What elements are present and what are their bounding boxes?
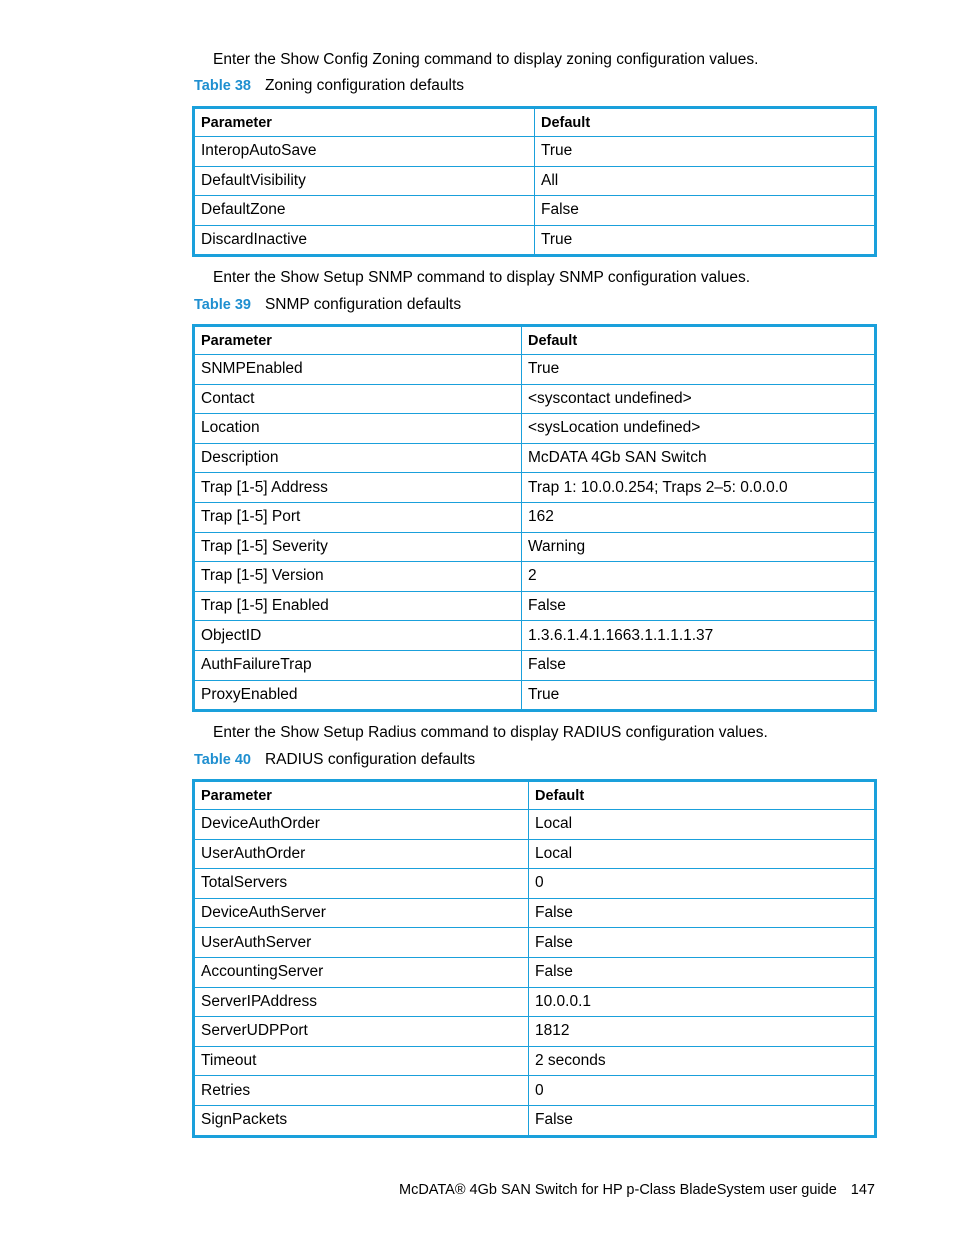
header-default: Default [535,108,876,137]
table-row [194,473,876,503]
snmp-config-table [192,324,877,712]
default-value-cell: 2 seconds [529,1046,876,1076]
table-row [194,225,876,256]
header-parameter: Parameter [194,781,529,810]
table-row [194,532,876,562]
table-38-label: Table 38 [194,78,251,94]
table-row [194,928,876,958]
default-value-cell: <sysLocation undefined> [522,414,876,444]
table-row [194,898,876,928]
parameter-cell: AuthFailureTrap [194,650,522,680]
table-row [194,355,876,385]
default-value-cell: True [535,225,876,256]
table-row [194,1046,876,1076]
parameter-cell: Trap [1-5] Severity [194,532,522,562]
table-header-row [194,108,876,137]
table-header-row [194,326,876,355]
default-value-cell: False [529,928,876,958]
parameter-cell: UserAuthOrder [194,839,529,869]
table-row [194,137,876,167]
default-value-cell: False [529,957,876,987]
default-value-cell: False [522,591,876,621]
table-40-caption [194,750,475,770]
footer-title: McDATA® 4Gb SAN Switch for HP p-Class BladeSystem user guide [399,1182,837,1198]
table-39-caption [194,295,461,315]
table-row [194,502,876,532]
table-row [194,443,876,473]
table-row [194,591,876,621]
table-39-label: Table 39 [194,297,251,313]
default-value-cell: <syscontact undefined> [522,384,876,414]
table-row [194,414,876,444]
parameter-cell: ServerIPAddress [194,987,529,1017]
parameter-cell: TotalServers [194,869,529,899]
parameter-cell: UserAuthServer [194,928,529,958]
parameter-cell: DeviceAuthServer [194,898,529,928]
default-value-cell: 0 [529,1076,876,1106]
default-value-cell: False [522,650,876,680]
table-row [194,621,876,651]
intro-zoning: Enter the Show Config Zoning command to display zoning configuration values. [213,51,759,68]
parameter-cell: AccountingServer [194,957,529,987]
page-footer [399,1180,875,1200]
header-default: Default [522,326,876,355]
parameter-cell: SignPackets [194,1105,529,1136]
table-row [194,1105,876,1136]
table-row [194,384,876,414]
table-38-title: Zoning configuration defaults [264,77,465,94]
default-value-cell: False [535,196,876,226]
parameter-cell: DefaultVisibility [194,166,535,196]
table-header-row [194,781,876,810]
table-row [194,810,876,840]
table-row [194,869,876,899]
table-row [194,987,876,1017]
parameter-cell: ProxyEnabled [194,680,522,711]
header-parameter: Parameter [194,108,535,137]
parameter-cell: Trap [1-5] Enabled [194,591,522,621]
table-row [194,957,876,987]
parameter-cell: InteropAutoSave [194,137,535,167]
header-parameter: Parameter [194,326,522,355]
default-value-cell: Trap 1: 10.0.0.254; Traps 2–5: 0.0.0.0 [522,473,876,503]
parameter-cell: SNMPEnabled [194,355,522,385]
table-38-caption [194,76,464,96]
parameter-cell: Timeout [194,1046,529,1076]
parameter-cell: Trap [1-5] Port [194,502,522,532]
radius-config-table [192,779,877,1138]
default-value-cell: Warning [522,532,876,562]
intro-radius: Enter the Show Setup Radius command to display RADIUS configuration values. [213,724,768,741]
page-number: 147 [850,1182,875,1198]
default-value-cell: False [529,1105,876,1136]
table-row [194,1017,876,1047]
table-row [194,680,876,711]
default-value-cell: McDATA 4Gb SAN Switch [522,443,876,473]
default-value-cell: 2 [522,562,876,592]
parameter-cell: DeviceAuthOrder [194,810,529,840]
default-value-cell: 1812 [529,1017,876,1047]
parameter-cell: Location [194,414,522,444]
parameter-cell: Trap [1-5] Version [194,562,522,592]
default-value-cell: True [522,680,876,711]
intro-snmp: Enter the Show Setup SNMP command to display SNMP configuration values. [213,269,751,286]
parameter-cell: Retries [194,1076,529,1106]
default-value-cell: True [535,137,876,167]
table-row [194,650,876,680]
default-value-cell: All [535,166,876,196]
table-row [194,562,876,592]
parameter-cell: Description [194,443,522,473]
table-row [194,1076,876,1106]
zoning-config-table [192,106,877,257]
table-40-title: RADIUS configuration defaults [264,751,476,768]
default-value-cell: 10.0.0.1 [529,987,876,1017]
parameter-cell: DiscardInactive [194,225,535,256]
default-value-cell: Local [529,839,876,869]
default-value-cell: False [529,898,876,928]
default-value-cell: 0 [529,869,876,899]
parameter-cell: ServerUDPPort [194,1017,529,1047]
header-default: Default [529,781,876,810]
parameter-cell: DefaultZone [194,196,535,226]
default-value-cell: 1.3.6.1.4.1.1663.1.1.1.1.37 [522,621,876,651]
table-row [194,166,876,196]
parameter-cell: ObjectID [194,621,522,651]
table-row [194,839,876,869]
default-value-cell: True [522,355,876,385]
table-row [194,196,876,226]
parameter-cell: Trap [1-5] Address [194,473,522,503]
default-value-cell: 162 [522,502,876,532]
table-40-label: Table 40 [194,752,251,768]
parameter-cell: Contact [194,384,522,414]
table-39-title: SNMP configuration defaults [264,296,462,313]
default-value-cell: Local [529,810,876,840]
